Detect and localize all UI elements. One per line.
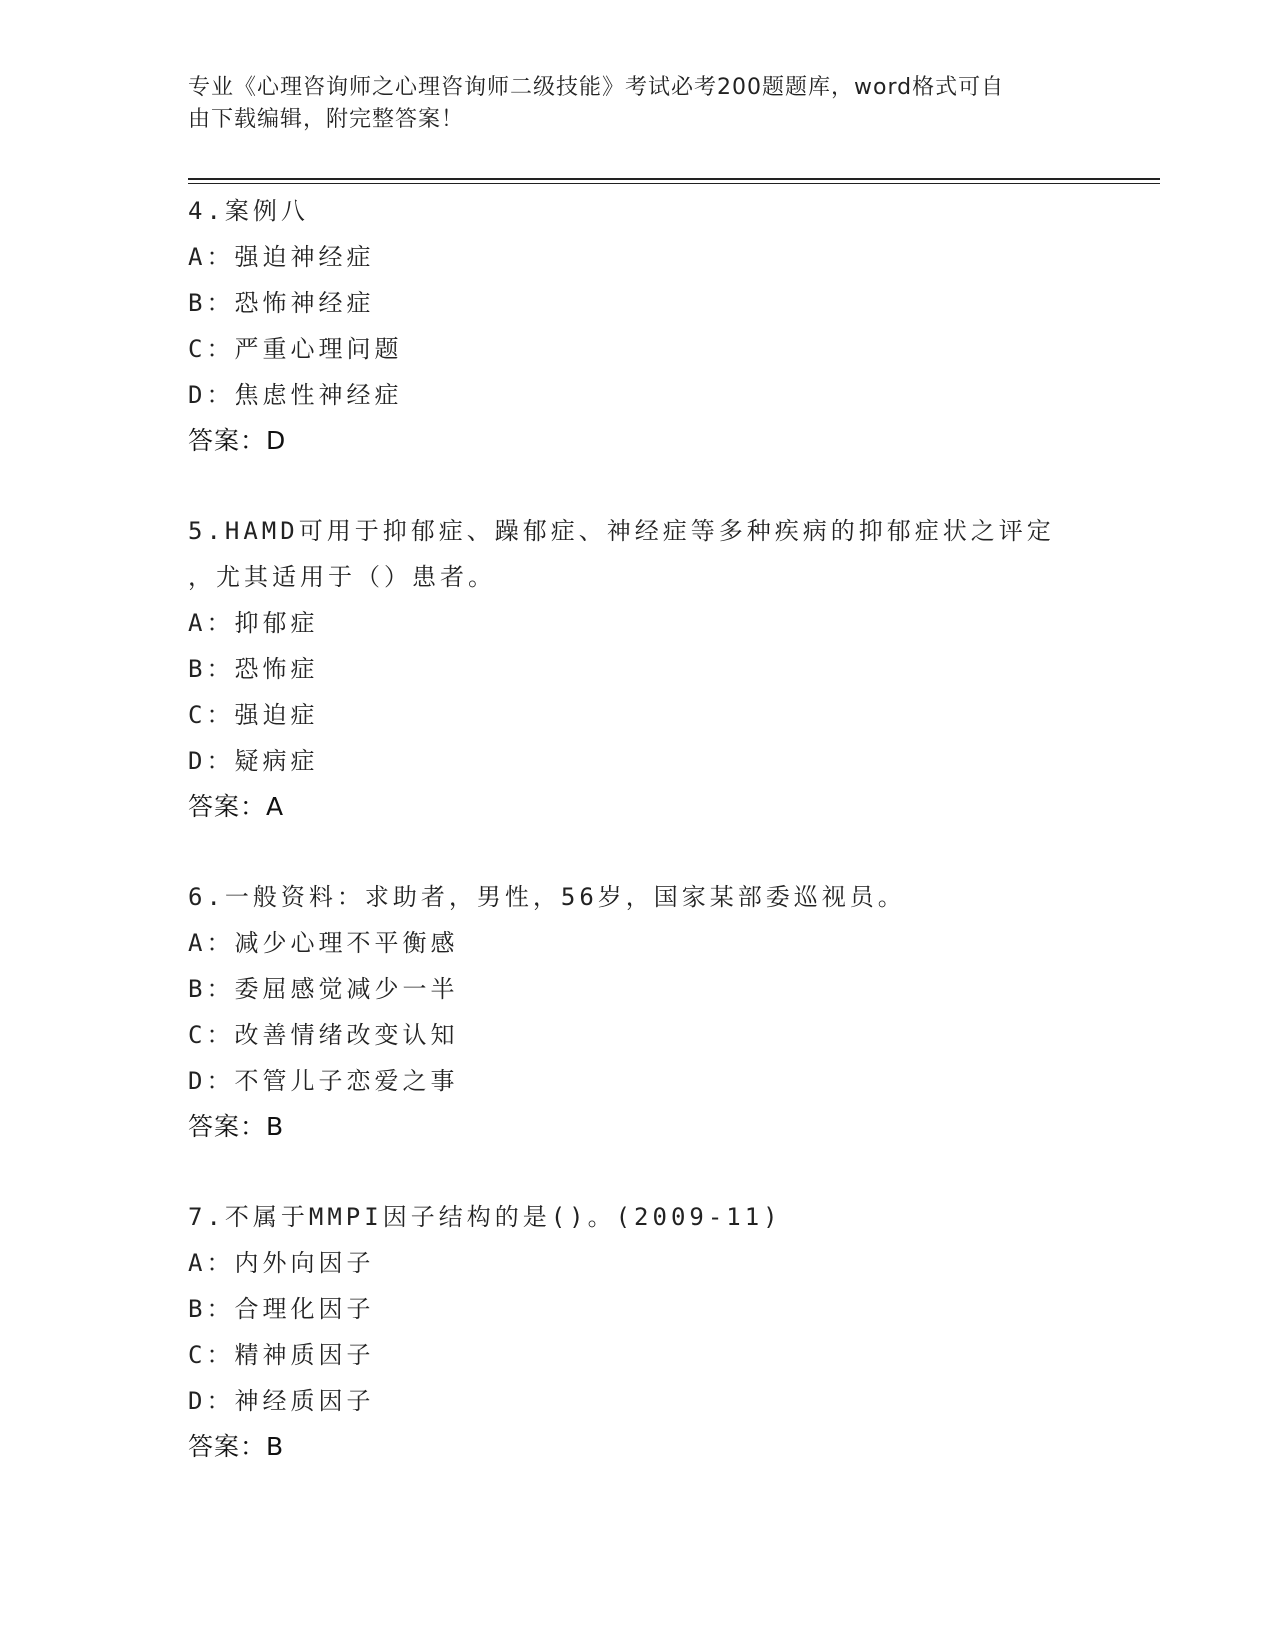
option-b: B：恐怖症 [188, 655, 319, 683]
option-d: D：不管儿子恋爱之事 [188, 1067, 459, 1095]
answer-line: 答案：B [188, 1112, 285, 1141]
option-b: B：合理化因子 [188, 1295, 375, 1323]
option-d: D：疑病症 [188, 747, 319, 775]
question-stem: 6.一般资料：求助者，男性，56岁，国家某部委巡视员。 [188, 883, 906, 911]
option-a: A：内外向因子 [188, 1249, 375, 1277]
question-stem: 5.HAMD可用于抑郁症、躁郁症、神经症等多种疾病的抑郁症状之评定 [188, 517, 1055, 545]
question-5 [188, 508, 1088, 830]
answer-line: 答案：D [188, 426, 287, 455]
document-header [188, 72, 1078, 136]
option-c: C：强迫症 [188, 701, 319, 729]
option-d: D：神经质因子 [188, 1387, 375, 1415]
option-a: A：强迫神经症 [188, 243, 375, 271]
option-c: C：精神质因子 [188, 1341, 375, 1369]
header-line-2: 由下载编辑，附完整答案！ [188, 107, 465, 132]
header-line-1: 专业《心理咨询师之心理咨询师二级技能》考试必考200题题库，word格式可自 [188, 75, 1005, 100]
answer-line: 答案：B [188, 1432, 285, 1461]
question-4 [188, 188, 1088, 464]
question-stem: 7.不属于MMPI因子结构的是()。(2009-11) [188, 1203, 782, 1231]
question-6 [188, 874, 1088, 1150]
option-b: B：恐怖神经症 [188, 289, 375, 317]
question-stem: 4.案例八 [188, 197, 309, 225]
question-stem-continued: ，尤其适用于（）患者。 [188, 563, 496, 591]
option-d: D：焦虑性神经症 [188, 381, 403, 409]
question-list [188, 188, 1088, 1514]
option-b: B：委屈感觉减少一半 [188, 975, 459, 1003]
option-a: A：减少心理不平衡感 [188, 929, 459, 957]
question-7 [188, 1194, 1088, 1470]
option-c: C：改善情绪改变认知 [188, 1021, 459, 1049]
answer-line: 答案：A [188, 792, 285, 821]
option-c: C：严重心理问题 [188, 335, 403, 363]
option-a: A：抑郁症 [188, 609, 319, 637]
header-divider-thin [188, 183, 1160, 184]
header-divider-thick [188, 178, 1160, 180]
